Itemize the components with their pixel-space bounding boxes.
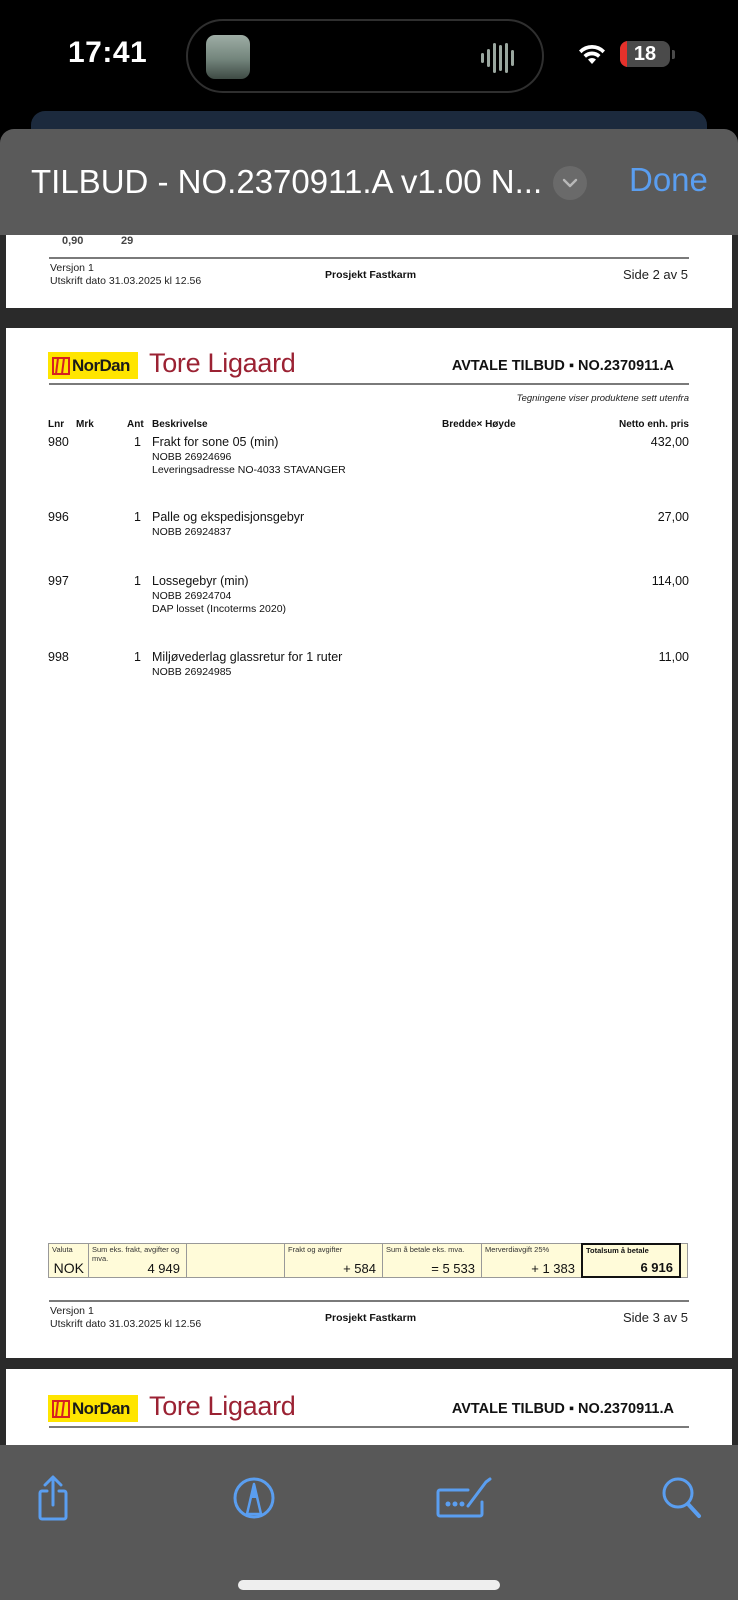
summary-currency: Valuta NOK — [49, 1244, 89, 1277]
row-lnr: 980 — [48, 435, 69, 449]
row-description: Lossegebyr (min) — [152, 574, 249, 588]
row-price: 11,00 — [658, 650, 689, 664]
row-ant: 1 — [134, 574, 141, 588]
wifi-icon — [576, 42, 608, 66]
row-lnr: 997 — [48, 574, 69, 588]
row-nobb: NOBB 26924837 — [152, 526, 232, 538]
document-heading: AVTALE TILBUD ▪ NO.2370911.A — [451, 358, 674, 374]
row-ant: 1 — [134, 510, 141, 524]
row-nobb: NOBB 26924696 — [152, 451, 232, 463]
row-nobb: NOBB 26924985 — [152, 666, 232, 678]
battery-cap — [672, 50, 675, 59]
clock: 17:41 — [68, 36, 148, 69]
search-icon — [661, 1476, 703, 1520]
pdf-page-3 — [6, 328, 732, 1358]
col-dimensions: Bredde× Høyde — [442, 419, 516, 430]
title-menu-button[interactable] — [553, 166, 587, 200]
footer-project: Prosjekt Fastkarm — [325, 269, 417, 281]
row-lnr: 998 — [48, 650, 69, 664]
share-button[interactable] — [28, 1473, 78, 1523]
status-bar — [0, 0, 738, 110]
markup-button[interactable] — [229, 1473, 279, 1523]
done-button[interactable]: Done — [629, 161, 708, 198]
footer-rule — [49, 1300, 689, 1302]
row-detail: Leveringsadresse NO-4033 STAVANGER — [152, 464, 346, 476]
col-ant: Ant — [127, 419, 144, 430]
price-summary — [48, 1243, 688, 1278]
col-net-price: Netto enh. pris — [618, 419, 689, 430]
footer-project: Prosjekt Fastkarm — [325, 1312, 417, 1324]
col-description: Beskrivelse — [152, 419, 208, 430]
header-rule — [49, 383, 689, 385]
row-price: 114,00 — [651, 574, 689, 588]
share-icon — [33, 1475, 73, 1521]
header-rule — [49, 1426, 689, 1428]
footer-print-date: Utskrift dato 31.03.2025 kl 12.56 — [50, 1318, 202, 1330]
window-logo-icon — [52, 356, 70, 376]
row-description: Palle og ekspedisjonsgebyr — [152, 510, 305, 524]
row-detail: DAP losset (Incoterms 2020) — [152, 603, 287, 615]
summary-subtotal: Sum eks. frakt, avgifter og mva. 4 949 — [89, 1244, 187, 1277]
summary-freight: Frakt og avgifter + 584 — [285, 1244, 383, 1277]
row-price: 432,00 — [650, 435, 689, 449]
bottom-toolbar — [0, 1445, 738, 1600]
row-description: Frakt for sone 05 (min) — [152, 435, 279, 449]
drawing-note: Tegningene viser produktene sett utenfra — [516, 393, 689, 404]
document-header — [0, 129, 738, 235]
summary-blank — [187, 1244, 285, 1277]
footer-version: Versjon 1 — [50, 262, 94, 274]
footer-rule — [49, 257, 689, 259]
now-playing-artwork — [206, 35, 250, 79]
summary-net: Sum å betale eks. mva. = 5 533 — [383, 1244, 482, 1277]
document-heading: AVTALE TILBUD ▪ NO.2370911.A — [451, 1401, 674, 1417]
signature-icon — [434, 1476, 494, 1520]
signature-button[interactable] — [434, 1473, 494, 1523]
summary-total: Totalsum å betale 6 916 — [581, 1243, 681, 1278]
row-nobb: NOBB 26924704 — [152, 590, 232, 602]
home-indicator[interactable] — [238, 1580, 500, 1590]
row-description: Miljøvederlag glassretur for 1 ruter — [152, 650, 343, 664]
nordan-logo: NorDan — [48, 352, 138, 379]
row-ant: 1 — [134, 650, 141, 664]
window-logo-icon — [52, 1399, 70, 1419]
footer-print-date: Utskrift dato 31.03.2025 kl 12.56 — [50, 275, 202, 287]
document-title[interactable]: TILBUD - NO.2370911.A v1.00 N... — [31, 163, 543, 200]
col-lnr: Lnr — [48, 419, 65, 430]
pdf-viewer[interactable] — [0, 235, 738, 1445]
battery-icon: 18 — [620, 41, 670, 67]
footer-version: Versjon 1 — [50, 1305, 94, 1317]
row-lnr: 996 — [48, 510, 69, 524]
row-price: 27,00 — [657, 510, 689, 524]
pdf-page-2 — [6, 235, 732, 308]
footer-page-number: Side 2 av 5 — [622, 267, 688, 282]
partial-value: 0,90 — [62, 235, 84, 247]
row-ant: 1 — [134, 435, 141, 449]
partial-value: 29 — [121, 235, 134, 247]
company-name: Tore Ligaard — [149, 1391, 296, 1421]
dynamic-island[interactable] — [186, 19, 544, 93]
chevron-down-icon — [562, 178, 578, 188]
search-button[interactable] — [657, 1473, 707, 1523]
col-mrk: Mrk — [76, 419, 94, 430]
company-name: Tore Ligaard — [149, 348, 296, 378]
summary-vat: Merverdiavgift 25% + 1 383 — [482, 1244, 582, 1277]
nordan-logo: NorDan — [48, 1395, 138, 1422]
markup-pen-icon — [232, 1476, 276, 1520]
audio-waveform-icon — [481, 41, 514, 75]
footer-page-number: Side 3 av 5 — [622, 1310, 688, 1325]
pdf-page-4 — [6, 1369, 732, 1445]
